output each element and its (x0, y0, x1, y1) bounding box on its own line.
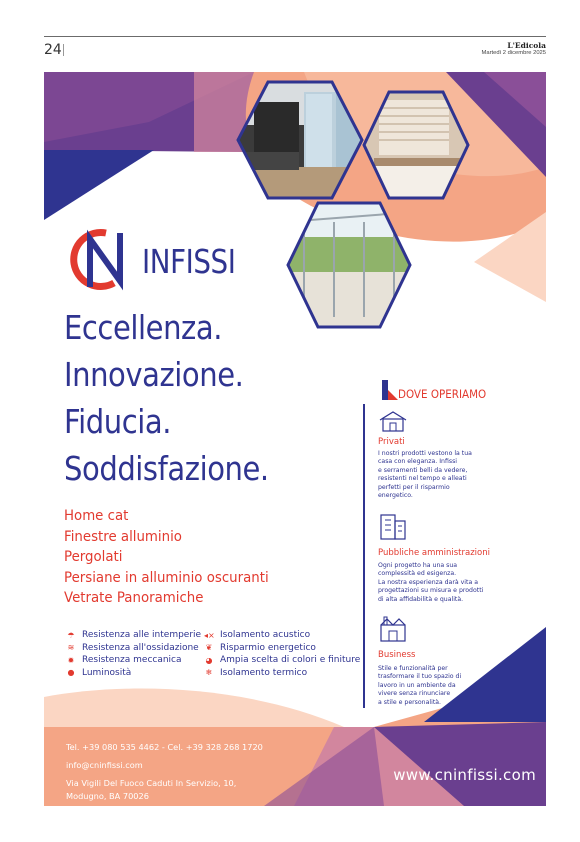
waves-icon: ≋ (67, 643, 75, 653)
dove-operiamo-mark-icon (382, 380, 398, 400)
mute-icon: ◂× (204, 630, 215, 640)
feature-item: ● Luminosità (67, 667, 132, 678)
bulb-icon: ● (67, 668, 75, 678)
product-list (64, 506, 286, 609)
gear-icon: ✹ (67, 655, 75, 665)
headline (64, 304, 297, 492)
product-item: Persiane in alluminio oscuranti (64, 569, 269, 586)
feature-list-right (204, 629, 360, 679)
section-text: Stile e funzionalità per trasformare il tuo spazio di lavoro in un ambiente da vivere senza rinunciare a stile e personalità. (378, 665, 462, 706)
issue-date: Martedì 2 dicembre 2025 (481, 50, 546, 56)
section-title: Business (378, 650, 416, 660)
feature-item: ❄ Isolamento termico (205, 667, 308, 678)
contact-block (66, 741, 263, 803)
palette-icon: ◕ (205, 655, 213, 665)
dove-operiamo-title: DOVE OPERIAMO (398, 387, 487, 401)
brand-name: INFISSI (142, 242, 236, 281)
building-icon (378, 513, 408, 541)
headline-line: Soddisfazione. (64, 449, 269, 488)
weather-icon: ☂ (67, 630, 75, 640)
feature-item: ≋ Resistenza all'ossidazione (67, 642, 199, 653)
dove-operiamo-rule (363, 404, 365, 708)
headline-line: Innovazione. (64, 355, 244, 394)
address-line: Via Vigili Del Fuoco Caduti In Servizio, 10, (66, 778, 237, 788)
section-title: Privati (378, 437, 405, 447)
factory-icon (378, 615, 408, 643)
page-number: 24 (44, 42, 62, 58)
feature-item: ✹ Resistenza meccanica (67, 655, 182, 665)
product-item: Pergolati (64, 549, 123, 565)
email-address: info@cninfissi.com (66, 760, 143, 770)
feature-list-left (66, 629, 201, 679)
product-item: Finestre alluminio (64, 528, 182, 545)
header-rule (44, 36, 546, 37)
feature-item: ◕ Ampia scelta di colori e finiture (205, 655, 361, 665)
house-icon (378, 410, 408, 432)
cn-logo-icon (66, 225, 136, 295)
address-line: Modugno, BA 70026 (66, 791, 149, 801)
page-number-separator (63, 44, 64, 56)
product-item: Vetrate Panoramiche (64, 590, 204, 606)
product-item: Home cat (64, 508, 129, 524)
phone-numbers: Tel. +39 080 535 4462 - Cel. +39 328 268 1720 (66, 742, 263, 752)
website-url: www.cninfissi.com (393, 766, 536, 784)
headline-line: Eccellenza. (64, 308, 222, 347)
newspaper-name: L'Edicola (507, 41, 546, 50)
section-text: Ogni progetto ha una sua complessità ed esigenza. La nostra esperienza darà vita a progettazioni su misura e prodotti di alta affidabilità e qualità. (378, 562, 484, 603)
snowflake-icon: ❄ (205, 668, 213, 678)
feature-item: ◂× Isolamento acustico (204, 630, 311, 640)
feature-item: ❦ Risparmio energetico (205, 642, 316, 653)
feature-item: ☂ Resistenza alle intemperie (67, 630, 202, 640)
advertisement (44, 72, 546, 806)
section-text: I nostri prodotti vestono la tua casa con eleganza. Infissi e serramenti belli da vedere, resistenti nel tempo e alleati perfetti per il risparmio energetico. (378, 450, 472, 500)
leaf-icon: ❦ (205, 643, 213, 653)
headline-line: Fiducia. (64, 402, 172, 441)
section-title: Pubbliche amministrazioni (378, 548, 490, 558)
